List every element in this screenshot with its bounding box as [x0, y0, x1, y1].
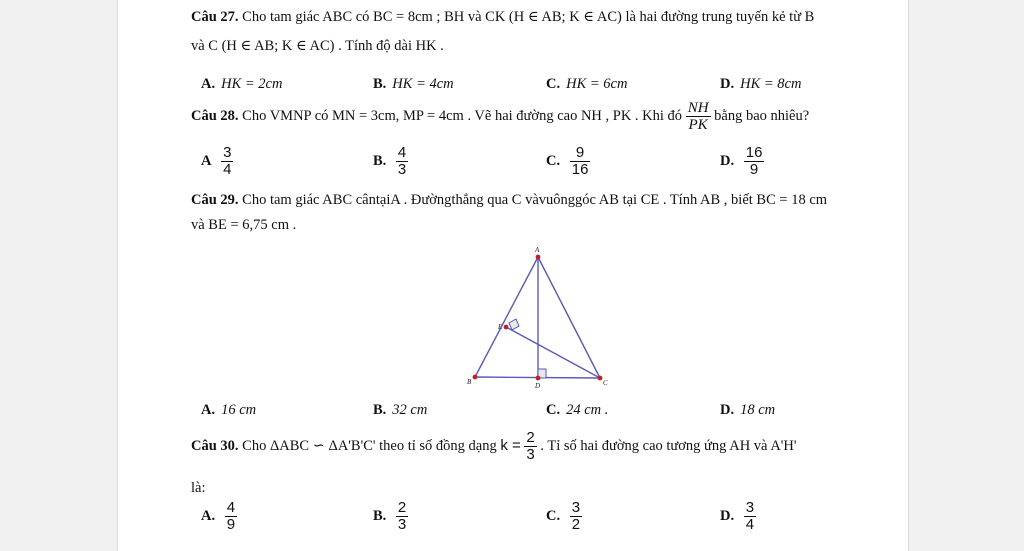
q28-label: Câu 28.	[191, 107, 239, 124]
label-e: E	[498, 323, 503, 331]
q30-text-after: . Tỉ số hai đường cao tương ứng AH và A'H'	[540, 437, 797, 454]
label-c: C	[603, 379, 608, 387]
q27-label: Câu 27.	[191, 9, 239, 25]
option-text: HK = 2cm	[221, 76, 283, 92]
q28-option-d[interactable]	[720, 145, 764, 178]
q30-option-c[interactable]	[546, 500, 582, 533]
fraction-numerator: 2	[397, 499, 407, 516]
fraction-numerator: 2	[526, 429, 535, 446]
fraction-denominator: 3	[397, 516, 407, 533]
fraction-denominator: 2	[571, 516, 581, 533]
label-b: B	[467, 378, 472, 386]
fraction-numerator: 4	[226, 499, 236, 516]
q30-option-d[interactable]	[720, 500, 756, 533]
q29-option-b[interactable]	[373, 402, 427, 419]
right-angle-mark-e	[509, 319, 519, 330]
fraction-denominator: 9	[226, 516, 236, 533]
q29-label: Câu 29.	[191, 192, 239, 208]
q30-line-2: là:	[191, 480, 206, 496]
option-letter: C.	[546, 402, 561, 418]
q27-option-c[interactable]	[546, 76, 627, 93]
q27-option-b[interactable]	[373, 76, 454, 93]
q27-option-a[interactable]	[201, 76, 282, 93]
q30-k-label: k =	[500, 436, 521, 454]
option-letter: B.	[373, 507, 387, 524]
document-page	[117, 0, 909, 551]
side-ac	[538, 257, 600, 378]
option-fraction	[396, 145, 408, 178]
option-letter: C.	[546, 507, 561, 524]
option-letter: A	[201, 152, 212, 169]
fraction-denominator: PK	[688, 117, 708, 133]
option-fraction	[225, 500, 237, 533]
q30-label: Câu 30.	[191, 437, 239, 454]
option-text: HK = 8cm	[740, 76, 802, 92]
label-d: D	[535, 382, 541, 390]
fraction-denominator: 3	[526, 446, 535, 463]
option-fraction	[570, 145, 591, 178]
label-a: A	[535, 246, 540, 254]
fraction-numerator: NH	[687, 100, 709, 116]
q27-line-1	[191, 9, 814, 26]
fraction-denominator: 4	[223, 161, 232, 178]
option-letter: D.	[720, 507, 735, 524]
option-fraction	[221, 145, 233, 178]
q28-text-after: bằng bao nhiêu?	[714, 107, 810, 124]
q28-text-before: Cho VMNP có MN = 3cm, MP = 4cm . Vẽ hai đường cao NH , PK . Khi đó	[242, 107, 683, 124]
point-e	[504, 325, 509, 330]
option-letter: C.	[546, 76, 561, 92]
option-letter: D.	[720, 152, 735, 169]
q29-line-2: và BE = 6,75 cm .	[191, 217, 297, 233]
option-text: 18 cm	[740, 402, 776, 418]
fraction-denominator: 16	[571, 161, 589, 178]
option-text: 16 cm	[221, 402, 257, 418]
line-ce	[506, 327, 600, 378]
q27-line-2: và C (H ∈ AB; K ∈ AC) . Tính độ dài HK .	[191, 38, 444, 54]
fraction-numerator: 3	[745, 499, 755, 516]
q29-option-a[interactable]	[201, 402, 256, 419]
q29-line-1	[191, 192, 827, 209]
option-letter: D.	[720, 402, 735, 418]
q28-option-a[interactable]	[201, 145, 233, 178]
q28-option-b[interactable]	[373, 145, 408, 178]
q30-line-1	[191, 430, 797, 463]
q27-option-d[interactable]	[720, 76, 801, 93]
fraction-numerator: 16	[745, 144, 763, 161]
option-fraction	[744, 500, 756, 533]
point-c	[598, 376, 603, 381]
q30-k-fraction	[524, 430, 536, 463]
point-b	[473, 375, 478, 380]
option-letter: A.	[201, 507, 216, 524]
q28-line-1	[191, 100, 809, 133]
point-d	[536, 376, 541, 381]
side-ab	[475, 257, 538, 377]
fraction-numerator: 4	[397, 144, 407, 161]
option-letter: C.	[546, 152, 561, 169]
fraction-numerator: 9	[570, 145, 591, 162]
q28-option-c[interactable]	[546, 145, 590, 178]
fraction-denominator: 3	[397, 161, 407, 178]
option-fraction	[396, 500, 408, 533]
option-text: HK = 4cm	[392, 76, 454, 92]
q30-text-before: Cho ΔABC ∽ ΔA'B'C' theo tỉ số đồng dạng	[242, 437, 497, 454]
fraction-numerator: 3	[223, 144, 232, 161]
option-fraction	[570, 500, 582, 533]
option-fraction	[744, 145, 765, 178]
q27-text-1: Cho tam giác ABC có BC = 8cm ; BH và CK (H ∈ AB; K ∈ AC) là hai đường trung tuyến kẻ từ B	[242, 9, 815, 25]
fraction-denominator: 9	[749, 161, 759, 178]
q29-option-c[interactable]	[546, 402, 608, 419]
q30-option-a[interactable]	[201, 500, 237, 533]
fraction-numerator: 3	[571, 499, 581, 516]
triangle-figure	[458, 244, 618, 390]
option-letter: B.	[373, 152, 387, 169]
fraction-denominator: 4	[745, 516, 755, 533]
q29-text-1: Cho tam giác ABC cântạiA . Đườngthẳng qua C vàvuônggóc AB tại CE . Tính AB , biết BC = 18 cm	[242, 192, 828, 208]
option-letter: B.	[373, 76, 387, 92]
q30-option-b[interactable]	[373, 500, 408, 533]
point-a	[536, 255, 541, 260]
option-letter: D.	[720, 76, 735, 92]
option-letter: B.	[373, 402, 387, 418]
option-text: 32 cm	[392, 402, 428, 418]
option-text: HK = 6cm	[566, 76, 628, 92]
q28-fraction	[686, 100, 711, 133]
q29-option-d[interactable]	[720, 402, 775, 419]
option-text: 24 cm .	[566, 402, 609, 418]
option-letter: A.	[201, 402, 216, 418]
option-letter: A.	[201, 76, 216, 92]
